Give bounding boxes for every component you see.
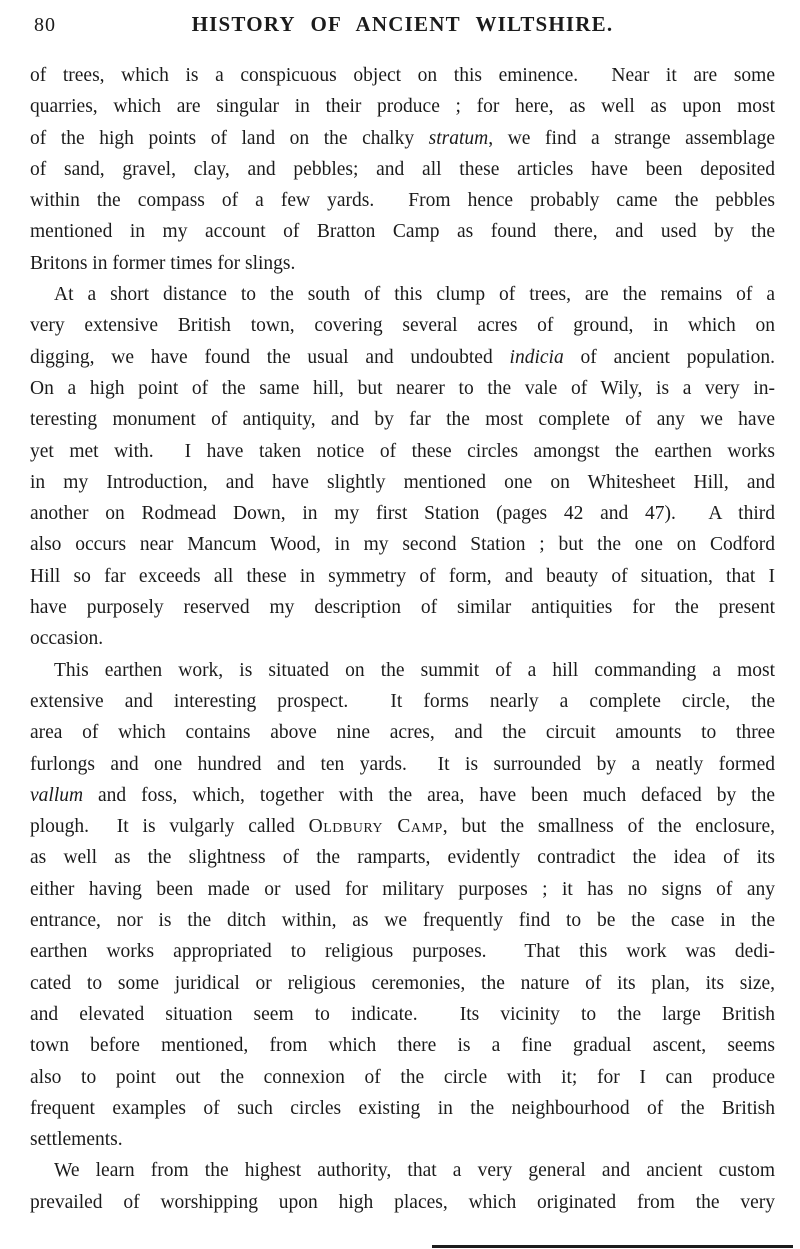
page-number: 80 <box>34 14 56 36</box>
text-line: very extensive British town, covering several acres of ground, in which on <box>30 315 775 337</box>
text-line: cated to some juridical or religious ceremonies, the nature of its plan, its size, <box>30 972 775 994</box>
text-line: vallum and foss, which, together with the area, have been much defaced by the <box>30 784 775 806</box>
text-line: At a short distance to the south of this clump of trees, are the remains of a <box>54 284 775 306</box>
text-line: also to point out the connexion of the circle with it; for I can produce <box>30 1066 775 1088</box>
text-line: in my Introduction, and have slightly mentioned one on Whitesheet Hill, and <box>30 471 775 493</box>
text-line: also occurs near Mancum Wood, in my second Station ; but the one on Codford <box>30 534 775 556</box>
paragraph <box>30 1155 775 1218</box>
text-line: yet met with. I have taken notice of these circles amongst the earthen works <box>30 440 775 462</box>
text-line: digging, we have found the usual and undoubted indicia of ancient population. <box>30 346 775 368</box>
text-line: of the high points of land on the chalky stratum, we find a strange assemblage <box>30 127 775 149</box>
text-line: quarries, which are singular in their produce ; for here, as well as upon most <box>30 96 775 118</box>
text-line: entrance, nor is the ditch within, as we frequently find to be the case in the <box>30 910 775 932</box>
text-line: of sand, gravel, clay, and pebbles; and all these articles have been deposited <box>30 158 775 180</box>
text-line: extensive and interesting prospect. It forms nearly a complete circle, the <box>30 690 775 712</box>
text-line: We learn from the highest authority, that a very general and ancient custom <box>54 1160 775 1182</box>
scan-artifact-line <box>432 1245 793 1248</box>
text-line: frequent examples of such circles existing in the neighbourhood of the British <box>30 1097 775 1119</box>
text-line: earthen works appropriated to religious purposes. That this work was dedi- <box>30 941 775 963</box>
text-line: occasion. <box>30 628 104 650</box>
text-line: settlements. <box>30 1129 123 1151</box>
text-line: mentioned in my account of Bratton Camp as found there, and used by the <box>30 221 775 243</box>
text-line: prevailed of worshipping upon high places, which originated from the very <box>30 1191 775 1213</box>
text-line: of trees, which is a conspicuous object on this eminence. Near it are some <box>30 65 775 86</box>
text-line: furlongs and one hundred and ten yards. It is surrounded by a neatly formed <box>30 753 775 775</box>
text-line: Britons in former times for slings. <box>30 252 296 274</box>
paragraph <box>30 279 775 655</box>
text-line: This earthen work, is situated on the summit of a hill commanding a most <box>54 659 775 681</box>
text-line: town before mentioned, from which there is a fine gradual ascent, seems <box>30 1035 775 1057</box>
text-line: as well as the slightness of the ramparts, evidently contradict the idea of its <box>30 847 775 869</box>
text-line: either having been made or used for military purposes ; it has no signs of any <box>30 878 775 900</box>
paragraph <box>30 655 775 1156</box>
text-line: within the compass of a few yards. From hence probably came the pebbles <box>30 190 775 212</box>
text-line: Hill so far exceeds all these in symmetry of form, and beauty of situation, that I <box>30 565 775 587</box>
page-header <box>30 12 775 40</box>
text-line: and elevated situation seem to indicate. Its vicinity to the large British <box>30 1003 775 1025</box>
page-body <box>30 60 775 1218</box>
text-line: teresting monument of antiquity, and by far the most complete of any we have <box>30 409 775 431</box>
paragraph <box>30 60 775 279</box>
text-line: another on Rodmead Down, in my first Station (pages 42 and 47). A third <box>30 503 775 525</box>
text-line: have purposely reserved my description of similar antiquities for the present <box>30 597 775 619</box>
text-line: plough. It is vulgarly called Oldbury Camp, but the smallness of the enclosure, <box>30 816 775 838</box>
running-title: HISTORY OF ANCIENT WILTSHIRE. <box>191 12 614 36</box>
text-line: area of which contains above nine acres, and the circuit amounts to three <box>30 722 775 744</box>
text-line: On a high point of the same hill, but nearer to the vale of Wily, is a very in- <box>30 377 775 399</box>
